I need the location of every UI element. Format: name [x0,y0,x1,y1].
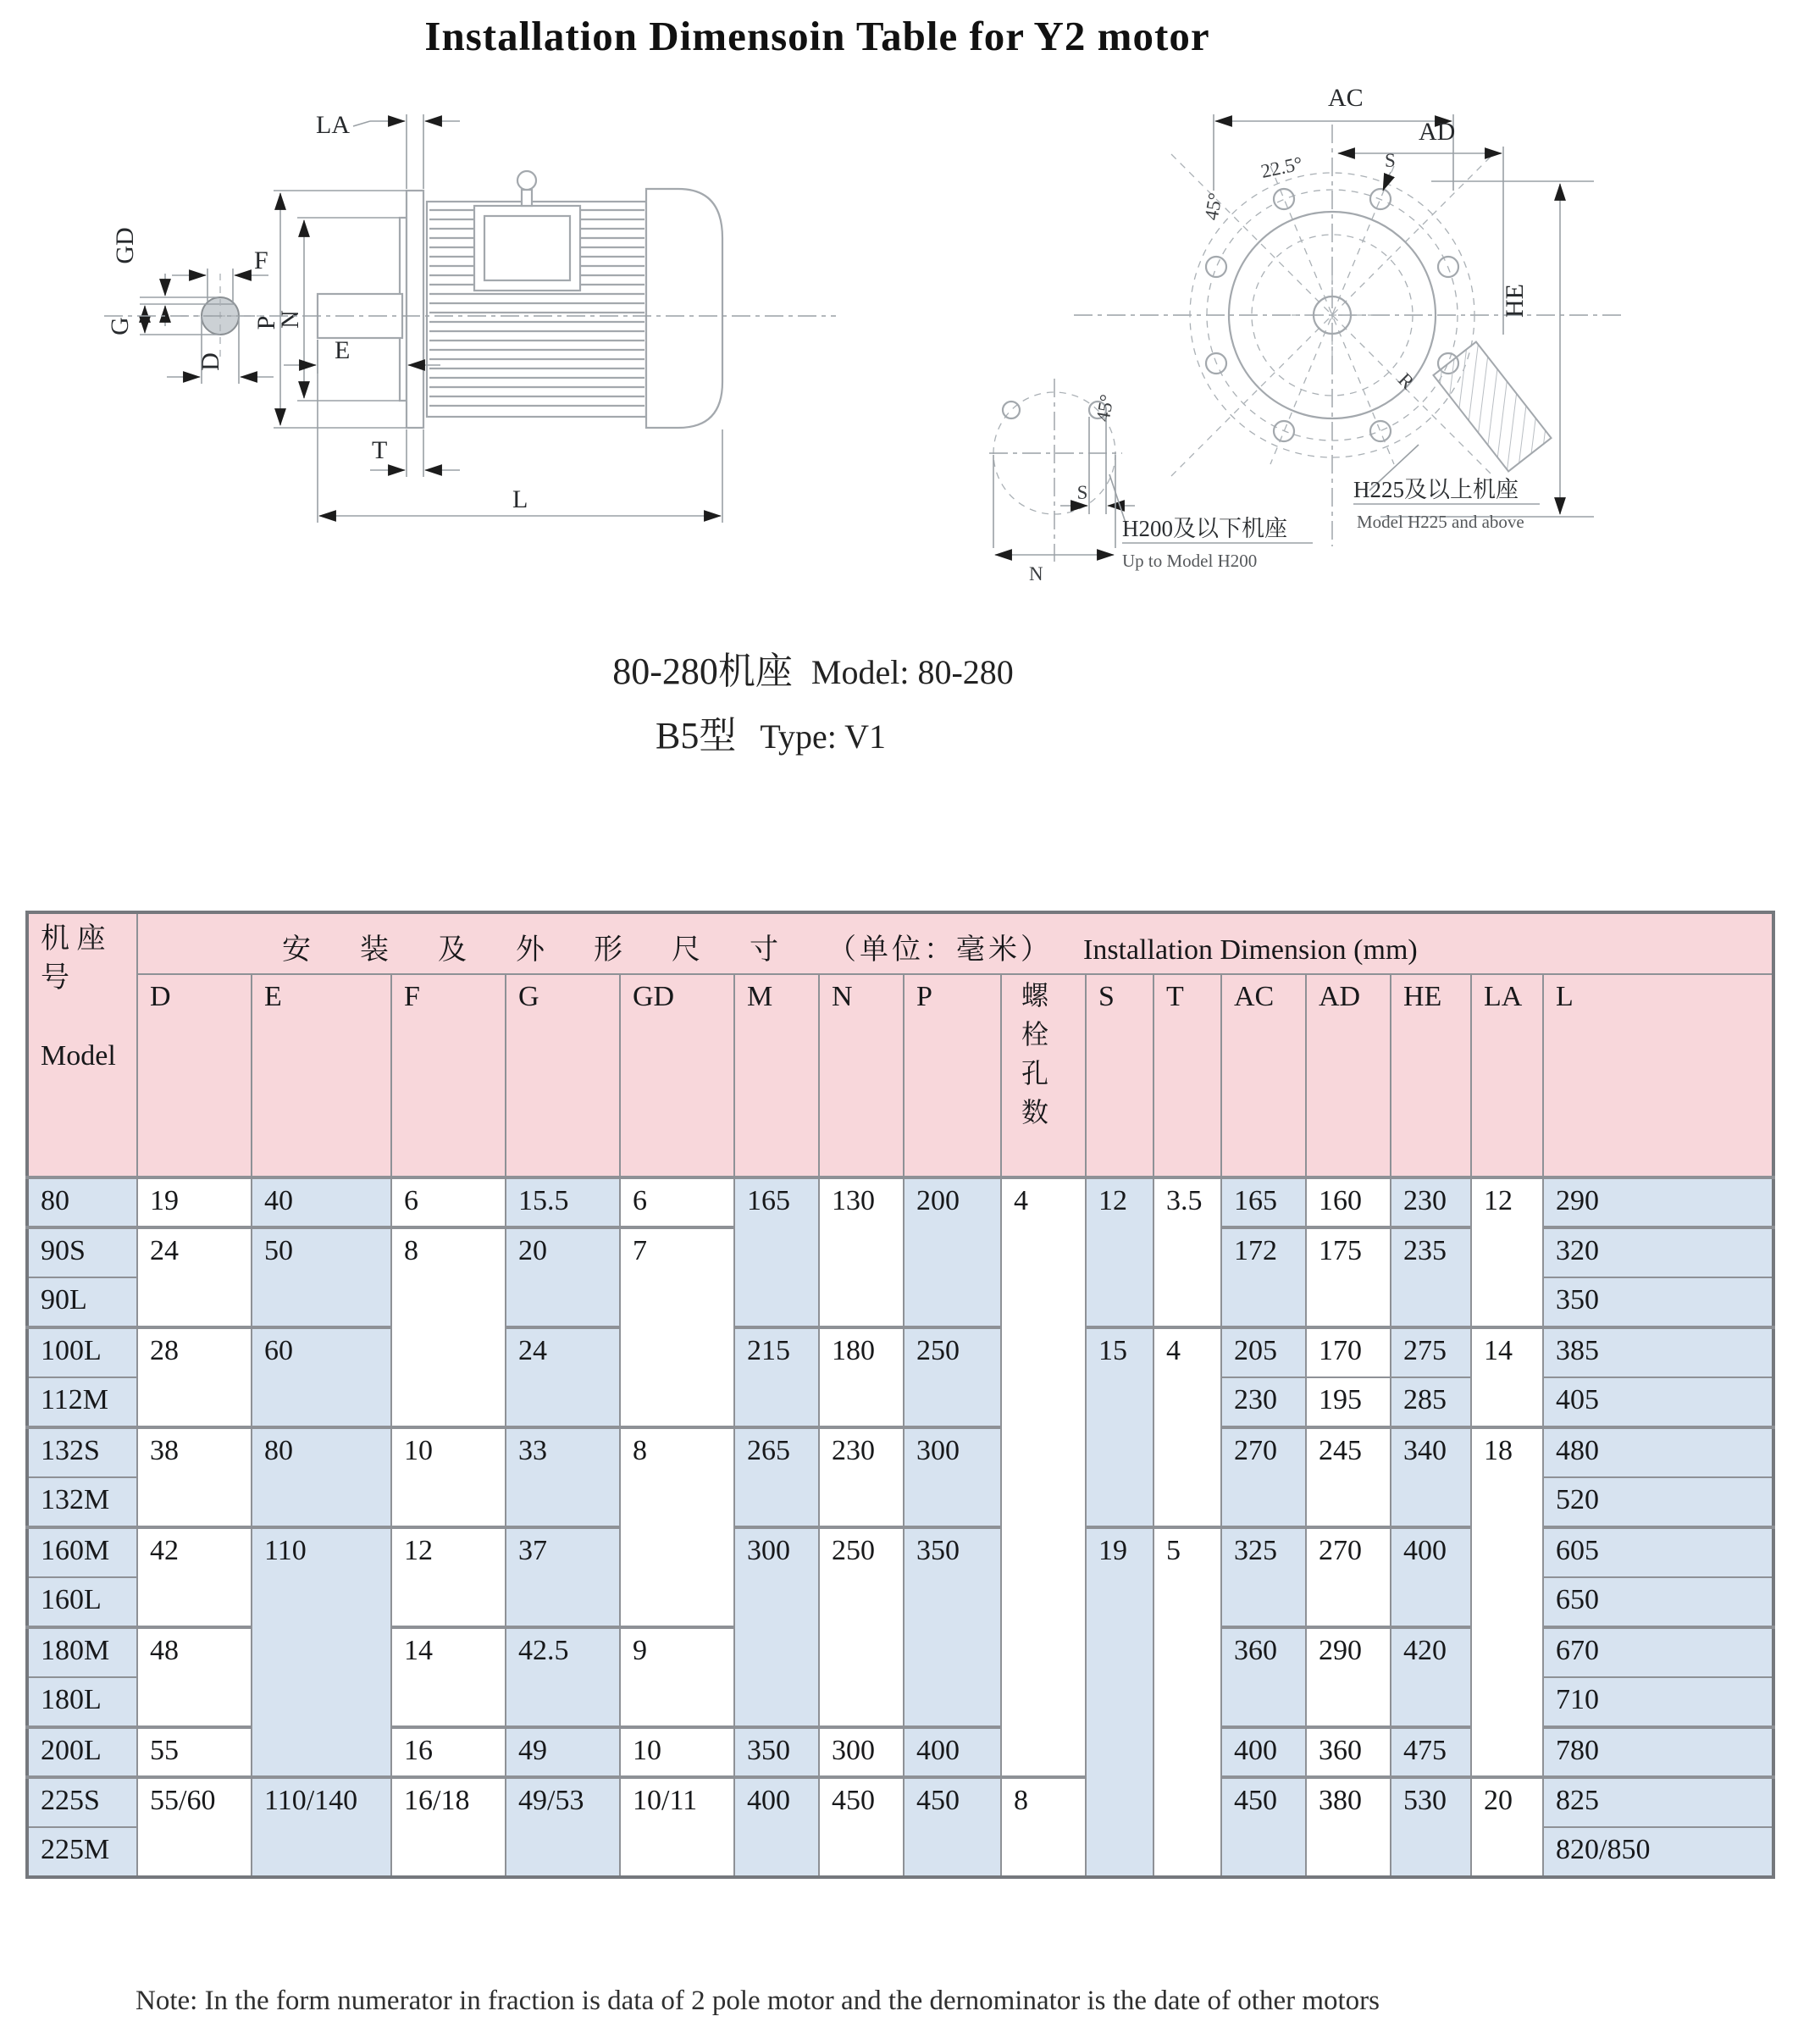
dim-cell-AD: 175 [1306,1227,1391,1327]
col-header-D: D [137,974,252,1177]
dim-cell-AC: 230 [1221,1377,1306,1427]
dim-cell-F: 10 [391,1427,506,1527]
dim-cell-G: 15.5 [506,1177,620,1227]
dim-cell-S: 19 [1086,1527,1153,1877]
dim-cell-HE: 285 [1391,1377,1471,1427]
model-cell: 225S [27,1777,137,1827]
dim-cell-L: 605 [1543,1527,1773,1577]
model-header-en: Model [41,1039,116,1072]
model-cell: 225M [27,1827,137,1877]
bolt-hole [1274,189,1294,209]
dim-cell-G: 20 [506,1227,620,1327]
dim-cell-F: 12 [391,1527,506,1627]
model-cell: 100L [27,1327,137,1377]
table-column-header-row [27,974,1773,1177]
dim-cell-GD: 9 [620,1627,734,1727]
callout-h225-cn: H225及以上机座 [1353,477,1519,502]
angle-45-label: 45° [1200,191,1226,222]
table-row [27,1427,1773,1477]
dim-cell-F: 16/18 [391,1777,506,1877]
dim-cell-P: 200 [904,1177,1001,1327]
group-header-cn2: （单位：毫米） [827,934,1053,966]
dim-cell-L: 350 [1543,1277,1773,1327]
dim-cell-M: 350 [734,1727,819,1777]
dim-cell-L: 780 [1543,1727,1773,1777]
dim-cell-AD: 160 [1306,1177,1391,1227]
dim-cell-L: 480 [1543,1427,1773,1477]
dim-cell-E: 60 [252,1327,391,1427]
dim-cell-HE: 275 [1391,1327,1471,1377]
detail-angle-45-label: 45° [1092,392,1118,424]
dim-cell-L: 710 [1543,1677,1773,1727]
dim-label-ac: AC [1328,84,1364,112]
dim-cell-G: 49/53 [506,1777,620,1877]
dim-cell-D: 28 [137,1327,252,1427]
dim-cell-N: 230 [819,1427,904,1527]
dim-cell-GD: 8 [620,1427,734,1627]
type-subtitle-en: Type: V1 [760,717,887,756]
col-header-G: G [506,974,620,1177]
dim-cell-E: 110 [252,1527,391,1777]
dim-cell-E: 50 [252,1227,391,1327]
dim-cell-D: 42 [137,1527,252,1627]
group-header [137,912,1773,974]
terminal-box [474,206,580,291]
dim-cell-M: 300 [734,1527,819,1727]
col-header-F: F [391,974,506,1177]
dim-cell-HE: 340 [1391,1427,1471,1527]
dimension-table-body [27,1177,1773,1877]
col-header-E: E [252,974,391,1177]
type-subtitle-cn: B5型 [655,715,737,756]
table-row [27,1777,1773,1827]
terminal-box-hatched [1433,342,1551,472]
dim-cell-LA: 14 [1471,1327,1543,1427]
dim-cell-HE: 420 [1391,1627,1471,1727]
dim-cell-D: 55/60 [137,1777,252,1877]
dim-cell-G: 37 [506,1527,620,1627]
dim-cell-GD: 10 [620,1727,734,1777]
type-subtitle [474,705,1067,759]
model-subtitle-cn: 80-280机座 [612,651,793,692]
dim-cell-AD: 290 [1306,1627,1391,1727]
dim-cell-AC: 360 [1221,1627,1306,1727]
dim-cell-E: 40 [252,1177,391,1227]
model-cell: 80 [27,1177,137,1227]
dim-label-la: LA [316,111,350,139]
model-cell: 112M [27,1377,137,1427]
dim-cell-F: 8 [391,1227,506,1427]
dim-cell-N: 180 [819,1327,904,1427]
dim-cell-N: 450 [819,1777,904,1877]
dim-cell-AC: 165 [1221,1177,1306,1227]
dim-cell-L: 825 [1543,1777,1773,1827]
dim-cell-LA: 20 [1471,1777,1543,1877]
flange [407,191,423,428]
dim-cell-AD: 195 [1306,1377,1391,1427]
model-cell: 160L [27,1577,137,1627]
dim-cell-M: 165 [734,1177,819,1327]
col-header-P: P [904,974,1001,1177]
dim-cell-D: 55 [137,1727,252,1777]
col-header-T: T [1153,974,1221,1177]
dim-cell-HE: 235 [1391,1227,1471,1327]
model-header-cn1: 机 座 [41,923,106,955]
dim-cell-P: 250 [904,1327,1001,1427]
dim-cell-L: 650 [1543,1577,1773,1627]
motor-side-view-drawing [80,72,860,597]
motor-front-view-drawing [957,47,1795,597]
col-header-N: N [819,974,904,1177]
dim-cell-GD: 7 [620,1227,734,1427]
model-cell: 200L [27,1727,137,1777]
table-group-header-row [27,912,1773,974]
dim-label-l: L [512,485,528,513]
dim-cell-L: 290 [1543,1177,1773,1227]
dim-cell-AD: 170 [1306,1327,1391,1377]
col-header-GD: GD [620,974,734,1177]
dim-cell-L: 670 [1543,1627,1773,1677]
model-column-header [27,912,137,1177]
dim-cell-HE: 230 [1391,1177,1471,1227]
fan-cover [646,189,722,428]
dim-cell-HE: 400 [1391,1527,1471,1627]
dim-cell-AC: 172 [1221,1227,1306,1327]
col-header-bolt-holes [1001,974,1086,1177]
callout-h200-en: Up to Model H200 [1122,551,1258,571]
dim-cell-D: 24 [137,1227,252,1327]
dim-cell-GD: 10/11 [620,1777,734,1877]
model-cell: 132M [27,1477,137,1527]
dim-cell-AC: 325 [1221,1527,1306,1627]
dim-label-gd: GD [111,227,139,264]
dim-cell-G: 49 [506,1727,620,1777]
detail-dim-s: S [1076,482,1088,503]
dim-cell-L: 320 [1543,1227,1773,1277]
dim-cell-F: 14 [391,1627,506,1727]
dim-cell-AC: 205 [1221,1327,1306,1377]
model-subtitle-en: Model: 80-280 [810,653,1014,691]
eye-bolt [517,171,536,190]
model-cell: 132S [27,1427,137,1477]
col-header-HE: HE [1391,974,1471,1177]
group-header-cn1: 安装及外形尺寸 [282,934,827,966]
dim-cell-LA: 18 [1471,1427,1543,1777]
dim-cell-AD: 270 [1306,1527,1391,1627]
dim-cell-AC: 400 [1221,1727,1306,1777]
dim-cell-S: 15 [1086,1327,1153,1527]
dim-cell-N: 130 [819,1177,904,1327]
model-cell: 90S [27,1227,137,1277]
dim-label-f: F [254,246,268,274]
side-view-svg [80,72,860,597]
dim-cell-L: 520 [1543,1477,1773,1527]
col-header-AC: AC [1221,974,1306,1177]
dim-cell-GD: 6 [620,1177,734,1227]
dim-cell-L: 820/850 [1543,1827,1773,1877]
col-header-LA: LA [1471,974,1543,1177]
bolt-hole [1370,421,1391,441]
dim-cell-N: 250 [819,1527,904,1727]
col-header-S: S [1086,974,1153,1177]
bolt-hole [1206,257,1226,277]
dim-cell-BH: 4 [1001,1177,1086,1777]
bolt-holes-header-text: 螺栓孔数 [1018,981,1048,1137]
dim-cell-P: 400 [904,1727,1001,1777]
dim-cell-T: 4 [1153,1327,1221,1527]
angle-22-5-label: 22.5° [1259,152,1305,183]
page-title: Installation Dimensoin Table for Y2 motor [424,13,1210,59]
dim-cell-AD: 380 [1306,1777,1391,1877]
dim-cell-LA: 12 [1471,1177,1543,1327]
dim-cell-L: 405 [1543,1377,1773,1427]
dim-cell-HE: 475 [1391,1727,1471,1777]
dim-cell-E: 110/140 [252,1777,391,1877]
footnote: Note: In the form numerator in fraction is data of 2 pole motor and the dernominator is the date of other motors [136,1986,1380,2016]
dim-cell-HE: 530 [1391,1777,1471,1877]
dim-cell-M: 400 [734,1777,819,1877]
col-header-L: L [1543,974,1773,1177]
dim-cell-D: 38 [137,1427,252,1527]
dim-cell-P: 350 [904,1527,1001,1727]
table-row [27,1327,1773,1377]
callout-h200-cn: H200及以下机座 [1122,516,1287,541]
model-cell: 160M [27,1527,137,1577]
dim-cell-M: 265 [734,1427,819,1527]
table-row [27,1177,1773,1227]
front-view-svg [957,47,1795,597]
model-cell: 90L [27,1277,137,1327]
dim-cell-M: 215 [734,1327,819,1427]
detail-dim-n: N [1029,563,1043,584]
dim-label-he: HE [1501,284,1529,318]
dimension-table-wrap [25,911,1775,1879]
dim-cell-AD: 245 [1306,1427,1391,1527]
model-cell: 180M [27,1627,137,1677]
dim-cell-T: 3.5 [1153,1177,1221,1327]
dim-label-g: G [106,317,134,335]
dim-cell-L: 385 [1543,1327,1773,1377]
detail-bolt-hole [1003,402,1020,418]
dim-cell-T: 5 [1153,1527,1221,1877]
dim-cell-P: 300 [904,1427,1001,1527]
bolt-hole-diameter-label: S [1385,150,1396,171]
dim-cell-D: 48 [137,1627,252,1727]
callout-h225-en: Model H225 and above [1357,512,1524,532]
radius-label: R [1394,368,1419,393]
dim-label-p: P [252,315,280,330]
dim-cell-AC: 270 [1221,1427,1306,1527]
dim-label-e: E [335,336,351,364]
dim-cell-BH: 8 [1001,1777,1086,1877]
dim-cell-S: 12 [1086,1177,1153,1327]
col-header-M: M [734,974,819,1177]
col-header-AD: AD [1306,974,1391,1177]
dim-cell-D: 19 [137,1177,252,1227]
dim-cell-G: 24 [506,1327,620,1427]
dim-cell-AC: 450 [1221,1777,1306,1877]
group-header-en: Installation Dimension (mm) [1083,934,1418,966]
dim-cell-F: 16 [391,1727,506,1777]
dim-cell-G: 42.5 [506,1627,620,1727]
dim-cell-F: 6 [391,1177,506,1227]
dim-label-n: N [276,310,304,329]
dim-label-d: D [196,352,224,371]
model-subtitle [474,640,1152,695]
dim-cell-AD: 360 [1306,1727,1391,1777]
dim-cell-N: 300 [819,1727,904,1777]
dimension-table [25,911,1775,1879]
dim-label-t: T [372,436,388,464]
dim-cell-E: 80 [252,1427,391,1527]
dim-label-ad: AD [1419,118,1456,146]
model-header-cn2: 号 [41,961,69,994]
dim-cell-P: 450 [904,1777,1001,1877]
dim-cell-G: 33 [506,1427,620,1527]
model-cell: 180L [27,1677,137,1727]
